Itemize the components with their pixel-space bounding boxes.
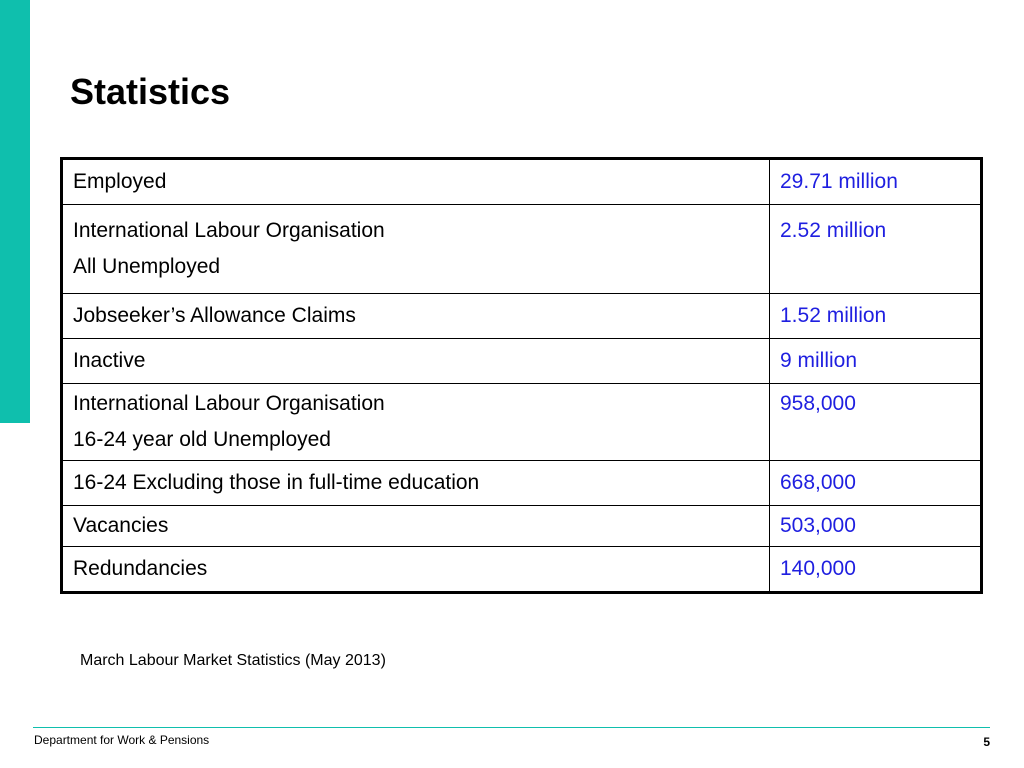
row-label bbox=[62, 461, 770, 506]
row-label-line: Jobseeker’s Allowance Claims bbox=[73, 304, 356, 327]
row-label bbox=[62, 547, 770, 593]
footer-divider bbox=[33, 727, 990, 728]
row-value: 9 million bbox=[770, 339, 982, 384]
row-value: 140,000 bbox=[770, 547, 982, 593]
row-label bbox=[62, 205, 770, 294]
table-row-employed bbox=[62, 159, 982, 205]
row-label bbox=[62, 159, 770, 205]
slide-title: Statistics bbox=[70, 71, 231, 112]
table-row-vacancies bbox=[62, 506, 982, 547]
row-label-line: All Unemployed bbox=[73, 255, 221, 278]
row-label-line: International Labour Organisation bbox=[73, 392, 385, 415]
table-row-ilo-all-unemployed bbox=[62, 205, 982, 294]
table-row-jobseekers-allowance bbox=[62, 294, 982, 339]
row-label bbox=[62, 506, 770, 547]
row-value: 29.71 million bbox=[770, 159, 982, 205]
row-label-line: Employed bbox=[73, 170, 167, 193]
row-label-line: International Labour Organisation bbox=[73, 219, 385, 242]
footer-organisation: Department for Work & Pensions bbox=[34, 733, 210, 747]
page-number: 5 bbox=[983, 735, 990, 749]
table-row-redundancies bbox=[62, 547, 982, 593]
row-label-line: Redundancies bbox=[73, 557, 208, 580]
row-value: 503,000 bbox=[770, 506, 982, 547]
table-row-inactive bbox=[62, 339, 982, 384]
row-value: 2.52 million bbox=[770, 205, 982, 294]
statistics-table bbox=[60, 157, 983, 594]
row-label-line: Inactive bbox=[73, 349, 146, 372]
table-row-ilo-youth-unemployed bbox=[62, 384, 982, 461]
row-label-line: Vacancies bbox=[73, 514, 169, 537]
row-value: 1.52 million bbox=[770, 294, 982, 339]
row-label bbox=[62, 294, 770, 339]
row-value: 668,000 bbox=[770, 461, 982, 506]
row-label-line: 16-24 Excluding those in full-time education bbox=[73, 471, 480, 494]
accent-bar bbox=[0, 0, 30, 423]
row-label-line: 16-24 year old Unemployed bbox=[73, 428, 331, 451]
row-label bbox=[62, 384, 770, 461]
row-label bbox=[62, 339, 770, 384]
source-note: March Labour Market Statistics (May 2013) bbox=[80, 652, 386, 669]
table-row-youth-excluding-education bbox=[62, 461, 982, 506]
row-value: 958,000 bbox=[770, 384, 982, 461]
